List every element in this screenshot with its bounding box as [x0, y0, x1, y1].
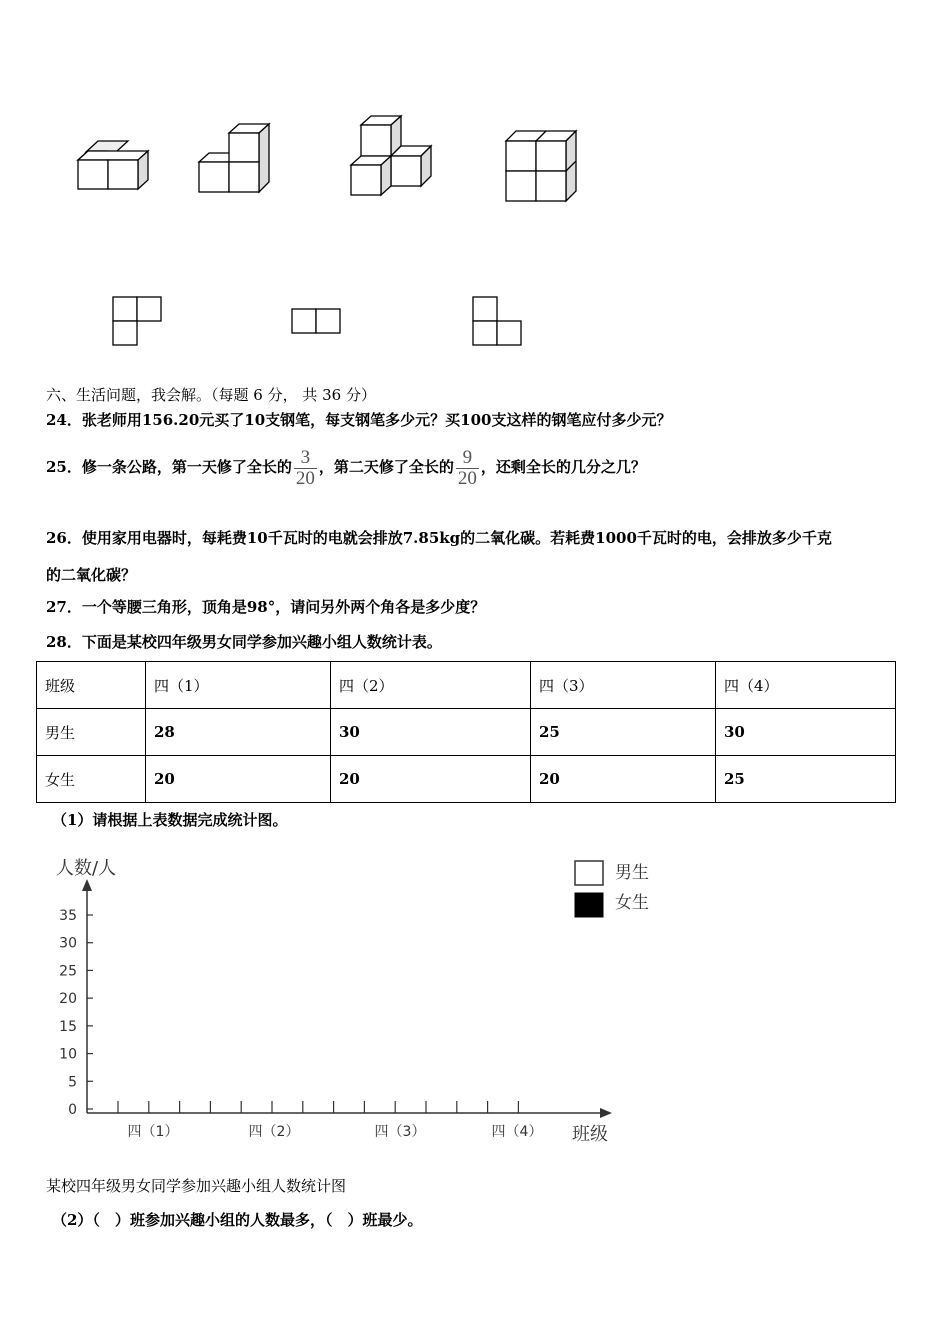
table-row-label: 男生	[37, 709, 146, 756]
table-header-row	[37, 662, 896, 709]
y-tick-label: 35	[59, 908, 77, 924]
cube-figure-2	[199, 124, 269, 192]
table-cell: 25	[531, 709, 716, 756]
q25-part3: ，还剩全长的几分之几？	[480, 458, 646, 476]
q25-part1: 25．修一条公路，第一天修了全长的	[46, 458, 292, 476]
chart-caption: 某校四年级男女同学参加兴趣小组人数统计图	[46, 1177, 347, 1195]
chart-ylabel: 人数/人	[56, 858, 117, 879]
cube-figure-4	[506, 131, 576, 201]
fraction-9-20: $\frac{9}{20}$	[457, 446, 477, 489]
legend-swatch-girls	[575, 893, 603, 917]
x-category-label: 四（1）	[127, 1124, 179, 1140]
x-axis-arrow	[600, 1108, 612, 1118]
view-shape-1	[113, 297, 161, 345]
question-28-sub2: （2）（ ）班参加兴趣小组的人数最多，（ ）班最少。	[52, 1211, 423, 1229]
table-header-cell: 四（4）	[716, 662, 896, 709]
table-cell: 20	[331, 756, 531, 803]
table-cell: 30	[716, 709, 896, 756]
y-axis-arrow	[82, 879, 92, 891]
fraction-3-20: $\frac{3}{20}$	[295, 446, 315, 489]
question-24: 24．张老师用156.20元买了10支钢笔，每支钢笔多少元？买100支这样的钢笔应付多少元？	[46, 411, 672, 429]
chart-xlabel: 班级	[572, 1124, 608, 1145]
question-28: 28．下面是某校四年级男女同学参加兴趣小组人数统计表。	[46, 633, 442, 651]
question-27: 27．一个等腰三角形，顶角是98°，请问另外两个角各是多少度？	[46, 598, 486, 616]
section-six-title: 六、生活问题，我会解。（每题 6 分， 共 36 分）	[46, 386, 376, 404]
table-header-cell: 四（1）	[146, 662, 331, 709]
view-shapes	[0, 290, 950, 350]
question-28-sub1: （1）请根据上表数据完成统计图。	[52, 811, 288, 829]
y-tick-label: 20	[59, 991, 77, 1008]
table-header-cell: 四（3）	[531, 662, 716, 709]
legend-label-boys: 男生	[615, 863, 649, 883]
question-26-line2: 的二氧化碳？	[46, 566, 137, 584]
y-tick-label: 0	[68, 1102, 77, 1118]
y-tick-label: 10	[59, 1046, 77, 1063]
table-cell: 25	[716, 756, 896, 803]
x-category-label: 四（2）	[248, 1124, 300, 1140]
y-tick-label: 5	[68, 1074, 77, 1091]
y-tick-label: 25	[59, 963, 77, 980]
y-tick-label: 15	[59, 1018, 77, 1035]
table-header-cell: 四（2）	[331, 662, 531, 709]
view-shape-3	[473, 297, 521, 345]
legend-label-girls: 女生	[615, 893, 649, 913]
cube-figure-3	[351, 116, 431, 195]
table-cell: 20	[531, 756, 716, 803]
x-category-label: 四（4）	[491, 1124, 543, 1140]
table-row-label: 女生	[37, 756, 146, 803]
table-cell: 20	[146, 756, 331, 803]
view-shape-2	[292, 309, 340, 333]
stats-table	[36, 661, 896, 803]
table-row	[37, 756, 896, 803]
legend-swatch-boys	[575, 861, 603, 885]
cube-figures	[0, 100, 950, 210]
q25-part2: ，第二天修了全长的	[318, 458, 454, 476]
cube-figure-1	[78, 141, 148, 189]
y-tick-label: 30	[59, 935, 77, 952]
table-cell: 28	[146, 709, 331, 756]
x-category-label: 四（3）	[374, 1124, 426, 1140]
table-row	[37, 709, 896, 756]
table-cell: 30	[331, 709, 531, 756]
bar-chart	[40, 845, 649, 1150]
table-header-cell: 班级	[37, 662, 146, 709]
question-25	[46, 442, 646, 492]
question-26-line1: 26．使用家用电器时，每耗费10千瓦时的电就会排放7.85kg的二氧化碳。若耗费1000千瓦时的电，会排放多少千克	[46, 529, 832, 547]
